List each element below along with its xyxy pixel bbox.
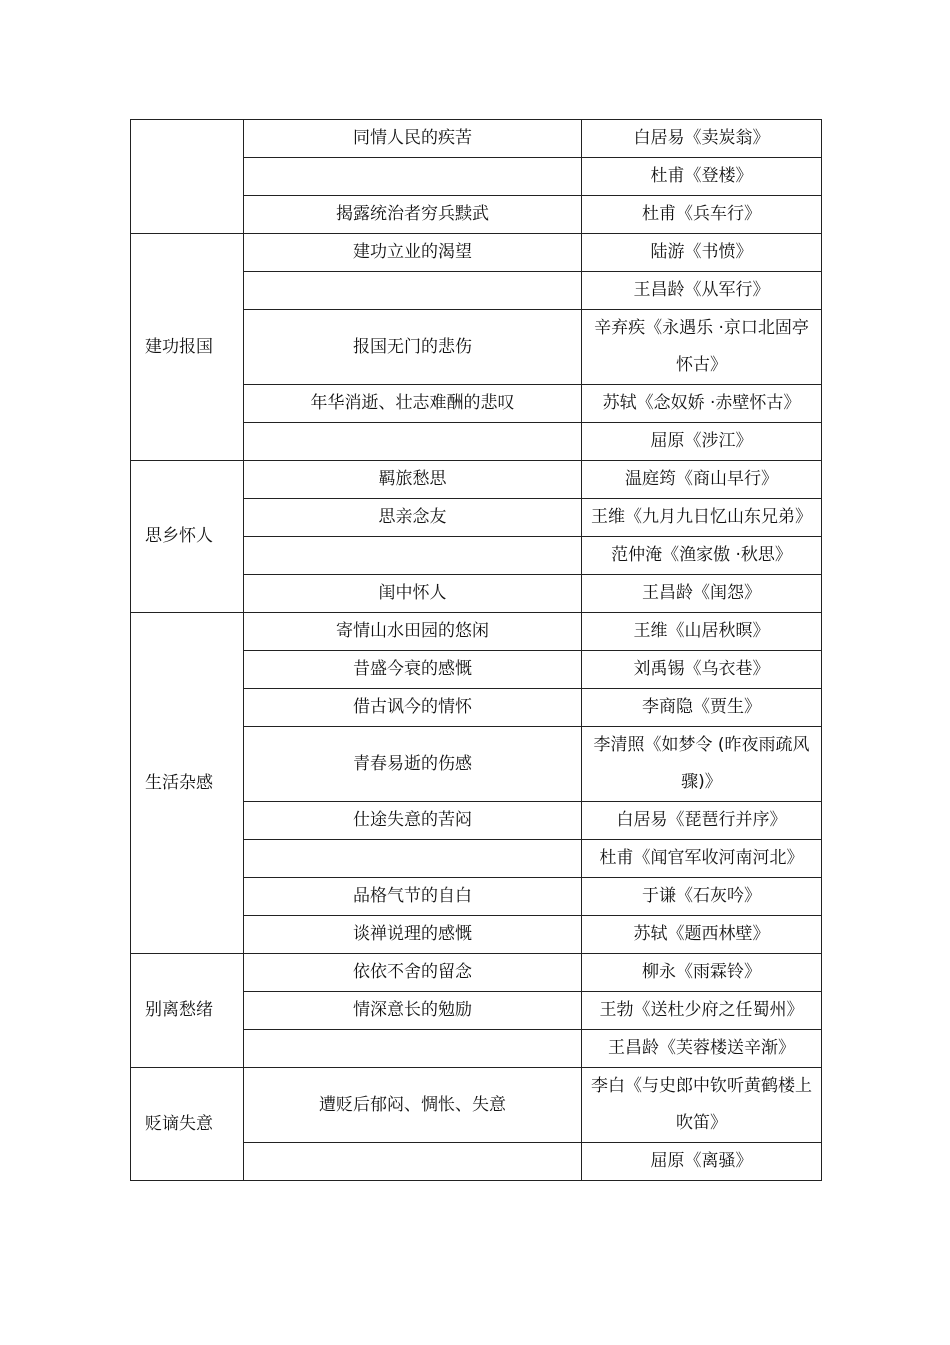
category-cell: 生活杂感 xyxy=(131,613,244,954)
work-cell: 王维《山居秋暝》 xyxy=(582,613,822,651)
work-cell: 范仲淹《渔家傲 ·秋思》 xyxy=(582,537,822,575)
work-cell: 杜甫《闻官军收河南河北》 xyxy=(582,840,822,878)
work-cell: 王昌龄《闺怨》 xyxy=(582,575,822,613)
theme-cell: 报国无门的悲伤 xyxy=(244,310,582,385)
theme-cell: 依依不舍的留念 xyxy=(244,954,582,992)
work-cell: 杜甫《兵车行》 xyxy=(582,196,822,234)
work-cell: 苏轼《念奴娇 ·赤壁怀古》 xyxy=(582,385,822,423)
theme-cell: 建功立业的渴望 xyxy=(244,234,582,272)
theme-cell xyxy=(244,423,582,461)
theme-cell: 同情人民的疾苦 xyxy=(244,120,582,158)
work-cell: 刘禹锡《乌衣巷》 xyxy=(582,651,822,689)
work-cell: 王昌龄《从军行》 xyxy=(582,272,822,310)
table-row xyxy=(131,120,822,158)
theme-cell: 昔盛今衰的感慨 xyxy=(244,651,582,689)
work-cell: 于谦《石灰吟》 xyxy=(582,878,822,916)
work-cell: 白居易《卖炭翁》 xyxy=(582,120,822,158)
work-cell: 辛弃疾《永遇乐 ·京口北固亭怀古》 xyxy=(582,310,822,385)
category-cell: 建功报国 xyxy=(131,234,244,461)
theme-cell xyxy=(244,840,582,878)
theme-cell: 揭露统治者穷兵黩武 xyxy=(244,196,582,234)
theme-cell: 谈禅说理的感慨 xyxy=(244,916,582,954)
category-cell: 贬谪失意 xyxy=(131,1068,244,1181)
theme-cell xyxy=(244,1030,582,1068)
work-cell: 李清照《如梦令 (昨夜雨疏风骤)》 xyxy=(582,727,822,802)
work-cell: 陆游《书愤》 xyxy=(582,234,822,272)
theme-cell xyxy=(244,272,582,310)
theme-cell xyxy=(244,1143,582,1181)
work-cell: 王维《九月九日忆山东兄弟》 xyxy=(582,499,822,537)
work-cell: 王昌龄《芙蓉楼送辛渐》 xyxy=(582,1030,822,1068)
category-cell xyxy=(131,120,244,234)
poem-theme-table xyxy=(130,119,822,1181)
work-cell: 白居易《琵琶行并序》 xyxy=(582,802,822,840)
theme-cell: 寄情山水田园的悠闲 xyxy=(244,613,582,651)
table-row xyxy=(131,1068,822,1143)
table-row xyxy=(131,954,822,992)
work-cell: 温庭筠《商山早行》 xyxy=(582,461,822,499)
theme-cell xyxy=(244,158,582,196)
work-cell: 屈原《涉江》 xyxy=(582,423,822,461)
theme-cell: 借古讽今的情怀 xyxy=(244,689,582,727)
theme-cell: 情深意长的勉励 xyxy=(244,992,582,1030)
theme-cell: 青春易逝的伤感 xyxy=(244,727,582,802)
theme-cell: 年华消逝、壮志难酬的悲叹 xyxy=(244,385,582,423)
table-row xyxy=(131,234,822,272)
theme-cell: 品格气节的自白 xyxy=(244,878,582,916)
theme-cell: 遭贬后郁闷、惆怅、失意 xyxy=(244,1068,582,1143)
category-cell: 别离愁绪 xyxy=(131,954,244,1068)
work-cell: 柳永《雨霖铃》 xyxy=(582,954,822,992)
work-cell: 杜甫《登楼》 xyxy=(582,158,822,196)
work-cell: 苏轼《题西林壁》 xyxy=(582,916,822,954)
work-cell: 屈原《离骚》 xyxy=(582,1143,822,1181)
category-cell: 思乡怀人 xyxy=(131,461,244,613)
theme-cell: 闺中怀人 xyxy=(244,575,582,613)
work-cell: 王勃《送杜少府之任蜀州》 xyxy=(582,992,822,1030)
theme-cell xyxy=(244,537,582,575)
table-row xyxy=(131,461,822,499)
theme-cell: 思亲念友 xyxy=(244,499,582,537)
table-row xyxy=(131,613,822,651)
work-cell: 李商隐《贾生》 xyxy=(582,689,822,727)
work-cell: 李白《与史郎中钦听黄鹤楼上吹笛》 xyxy=(582,1068,822,1143)
theme-cell: 仕途失意的苦闷 xyxy=(244,802,582,840)
theme-cell: 羁旅愁思 xyxy=(244,461,582,499)
